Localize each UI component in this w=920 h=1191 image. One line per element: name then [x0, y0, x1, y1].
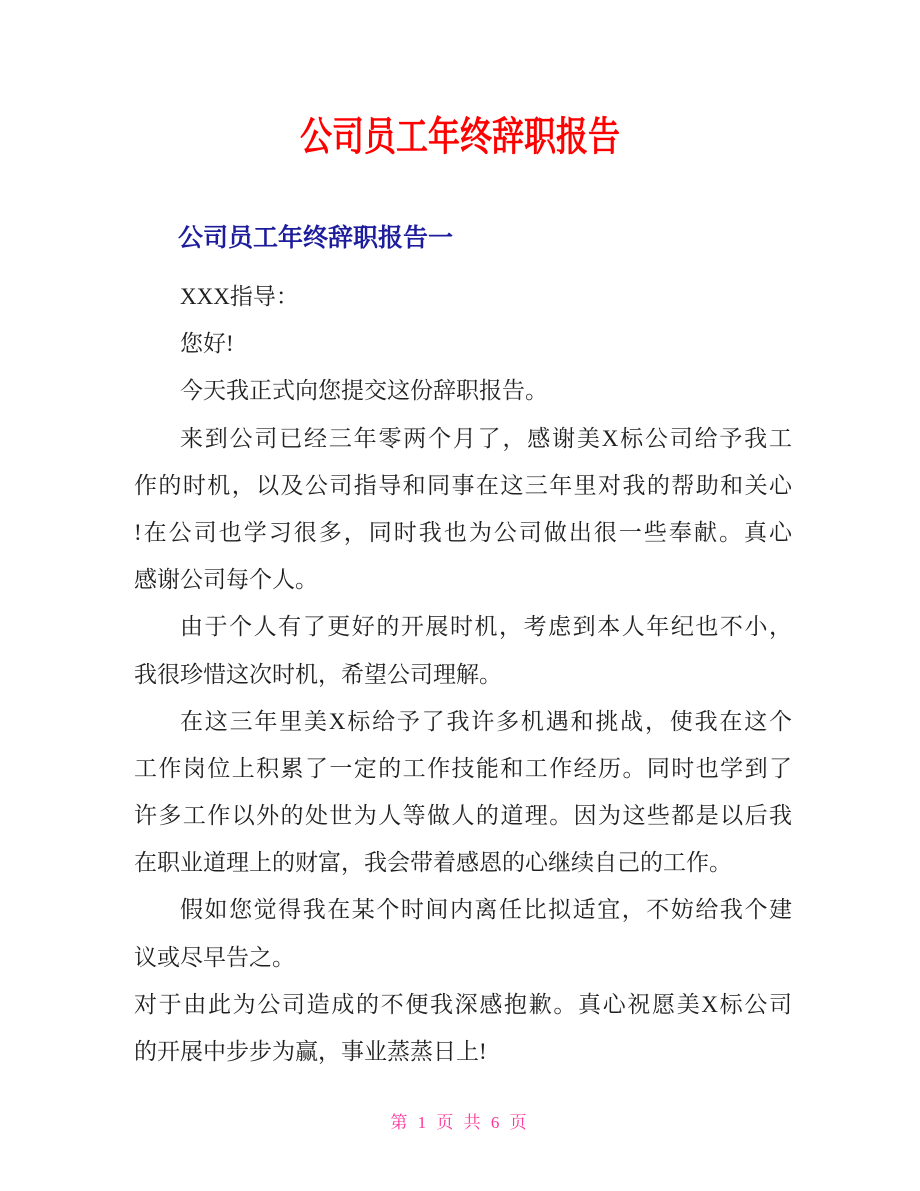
body-line: 来到公司已经三年零两个月了，感谢美X标公司给予我工: [180, 425, 792, 451]
body-line: 我很珍惜这次时机，希望公司理解。: [134, 661, 502, 687]
document-title: [0, 112, 920, 162]
body-line: 议或尽早告之。: [134, 944, 295, 970]
body-line: !在公司也学习很多，同时我也为公司做出很一些奉献。真心: [134, 519, 792, 545]
document-title-text: 公司员工年终辞职报告: [300, 115, 620, 159]
body-line: 今天我正式向您提交这份辞职报告。: [180, 378, 548, 404]
section-heading: 公司员工年终辞职报告一: [178, 224, 454, 252]
body-line: 在职业道理上的财富，我会带着感恩的心继续自己的工作。: [134, 850, 732, 876]
body-text: [134, 273, 792, 1075]
body-line: 作的时机，以及公司指导和同事在这三年里对我的帮助和关心: [134, 472, 792, 498]
body-line: 的开展中步步为赢，事业蒸蒸日上!: [134, 1039, 487, 1064]
body-line: 工作岗位上积累了一定的工作技能和工作经历。同时也学到了: [134, 755, 792, 781]
page-number-footer: 第 1 页 共 6 页: [390, 1113, 530, 1132]
body-line: 您好!: [180, 331, 234, 357]
body-line: 感谢公司每个人。: [134, 567, 318, 593]
body-line: 在这三年里美X标给予了我许多机遇和挑战，使我在这个: [180, 708, 792, 734]
body-line: 许多工作以外的处世为人等做人的道理。因为这些都是以后我: [134, 803, 792, 829]
body-line: 假如您觉得我在某个时间内离任比拟适宜，不妨给我个建: [180, 897, 792, 923]
body-line: 由于个人有了更好的开展时机，考虑到本人年纪也不小，: [180, 614, 792, 640]
body-line: XXX指导：: [180, 284, 299, 309]
body-line: 对于由此为公司造成的不便我深感抱歉。真心祝愿美X标公司: [134, 991, 792, 1017]
